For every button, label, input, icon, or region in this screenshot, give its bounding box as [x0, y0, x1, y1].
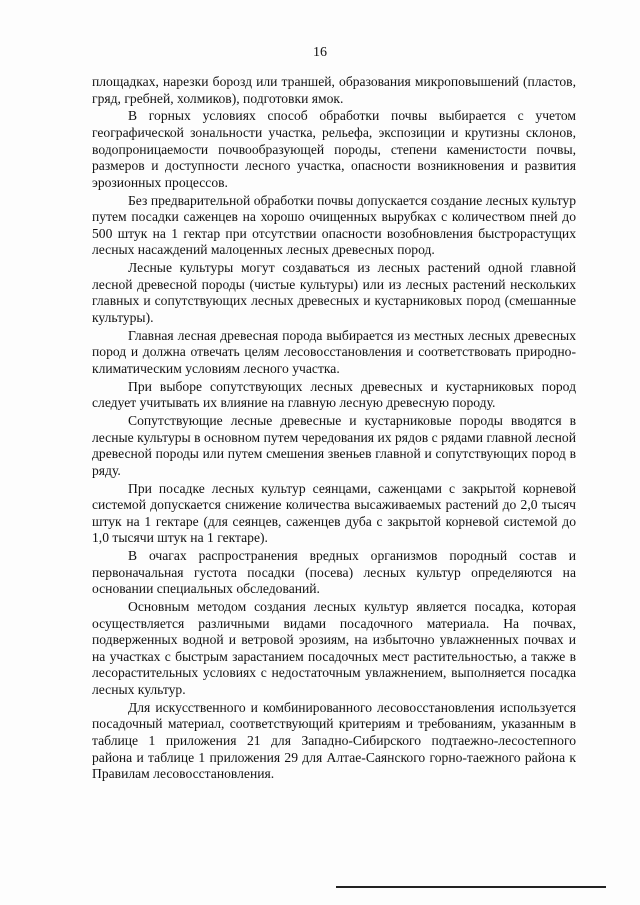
paragraph-main-species: Главная лесная древесная порода выбирается из местных лесных древесных пород и должна отвечать целям лесовосстановления и соответствовать природно-климатическим условиям лесного участка. [92, 327, 576, 376]
paragraph-companion-species-choice: При выборе сопутствующих лесных древесных и кустарниковых пород следует учитывать их влияние на главную лесную древесную породу. [92, 378, 576, 411]
paragraph-companion-species-introduction: Сопутствующие лесные древесные и кустарниковые породы вводятся в лесные культуры в основном путем чередования их рядов с рядами главной лесной древесной породы или путем смешения звеньев главной и сопутствующих пород в ряду. [92, 413, 576, 478]
document-body [92, 74, 576, 784]
paragraph-planting-material: Для искусственного и комбинированного лесовосстановления используется посадочный материал, соответствующий критериям и требованиям, указанным в таблице 1 приложения 21 для Западно-Сибирского подтаежно-лесостепного района и таблице 1 приложения 29 для Алтае-Саянского горно-таежного района к Правилам лесовосстановления. [92, 699, 576, 782]
paragraph-planting-density: При посадке лесных культур сеянцами, саженцами с закрытой корневой системой допускается снижение количества высаживаемых растений до 2,0 тысяч штук на 1 гектаре (для сеянцев, саженцев дуба с закрытой корневой системой до 1,0 тысячи штук на 1 гектаре). [92, 480, 576, 546]
paragraph-forest-culture-types: Лесные культуры могут создаваться из лесных растений одной главной лесной древесной породы (чистые культуры) или из лесных растений нескольких главных и сопутствующих лесных древесных и кустарниковых пород (смешанные культуры). [92, 260, 576, 325]
paragraph-pest-outbreaks: В очагах распространения вредных организмов породный состав и первоначальная густота посадки (посева) лесных культур определяются на основании специальных обследований. [92, 548, 576, 597]
paragraph-soil-preparation-end: площадках, нарезки борозд или траншей, образования микроповышений (пластов, гряд, гребней, холмиков), подготовки ямок. [92, 74, 576, 106]
paragraph-without-soil-treatment: Без предварительной обработки почвы допускается создание лесных культур путем посадки саженцев на хорошо очищенных вырубках с количеством пней до 500 штук на 1 гектар при отсутствии опасности возобновления быстрорастущих лесных насаждений малоценных лесных древесных пород. [92, 192, 576, 258]
page-number: 16 [313, 45, 327, 60]
bottom-rule-line [336, 886, 606, 888]
paragraph-main-method: Основным методом создания лесных культур является посадка, которая осуществляется различными видами посадочного материала. На почвах, подверженных водной и ветровой эрозиям, на избыточно увлажненных почвах и на участках с быстрым зарастанием посадочных мест растительностью, а также в лесорастительных условиях с недостаточным увлажнением, выполняется посадка лесных культур. [92, 599, 576, 698]
paragraph-mountain-conditions: В горных условиях способ обработки почвы выбирается с учетом географической зональности участка, рельефа, экспозиции и крутизны склонов, водопроницаемости почвообразующей породы, степени каменистости почвы, размеров и доступности лесного участка, опасности возникновения и развития эрозионных процессов. [92, 108, 576, 190]
